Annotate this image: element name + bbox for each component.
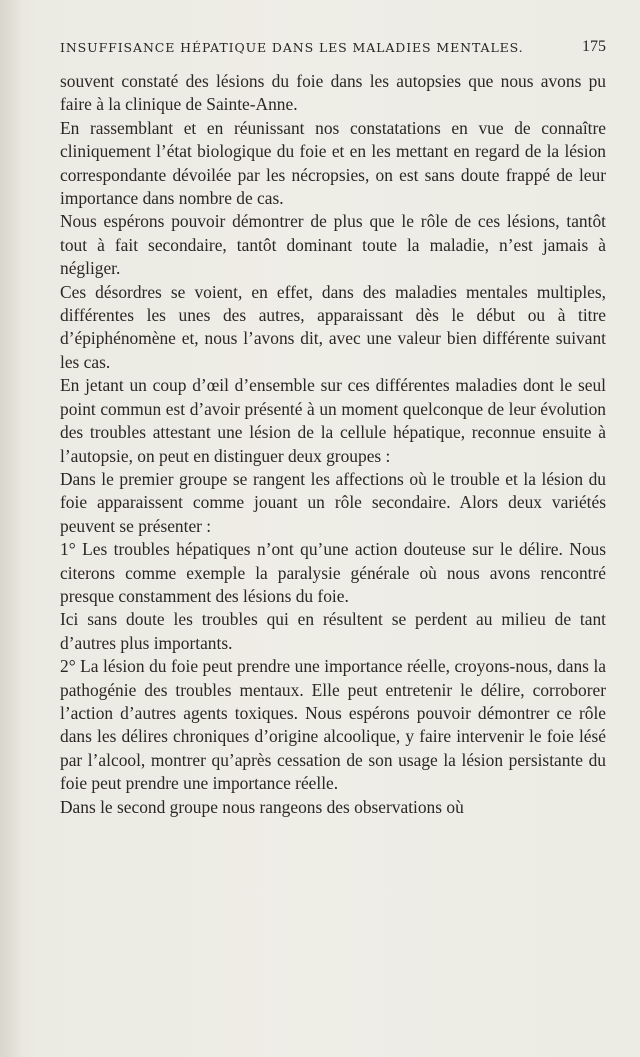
page-number: 175 <box>582 38 606 55</box>
paragraph: Dans le second groupe nous rangeons des observations où <box>60 796 464 817</box>
paragraph: Ici sans doute les troubles qui en résultent se perdent au milieu de tant d’autres plus importants. <box>60 609 606 653</box>
paragraph-continuation: souvent constaté des lésions du foie dans les autopsies que nous avons pu faire à la clinique de Sainte-Anne. <box>60 71 606 115</box>
page-header <box>60 40 606 64</box>
running-title: INSUFFISANCE HÉPATIQUE DANS LES MALADIES MENTALES. <box>60 40 524 55</box>
paragraph: Ces désordres se voient, en effet, dans des maladies mentales multiples, différentes les unes des autres, apparaissant dès le début ou à titre d’épiphénomène et, nous l’avons dit, avec une valeur bien différente suivant les cas. <box>60 281 606 372</box>
body-text <box>60 70 606 819</box>
paragraph: En rassemblant et en réunissant nos constatations en vue de connaître cliniquement l’état biologique du foie et en les mettant en regard de la lésion correspondante dévoilée par les nécropsies, on est sans doute frappé de leur importance dans nombre de cas. <box>60 117 606 209</box>
page-gutter-shadow <box>0 0 22 1057</box>
paragraph: 1° Les troubles hépatiques n’ont qu’une action douteuse sur le délire. Nous citerons comme exemple la paralysie générale où nous avons rencontré presque constamment des lésions du foie. <box>60 539 606 606</box>
paragraph: Dans le premier groupe se rangent les affections où le trouble et la lésion du foie apparaissent comme jouant un rôle secondaire. Alors deux variétés peuvent se présenter : <box>60 468 606 536</box>
paragraph: En jetant un coup d’œil d’ensemble sur ces différentes maladies dont le seul point commun est d’avoir présenté à un moment quelconque de leur évolution des troubles attestant une lésion de la cellule hépatique, reconnue ensuite à l’autopsie, on peut en distinguer deux groupes : <box>60 375 606 466</box>
paragraph: Nous espérons pouvoir démontrer de plus que le rôle de ces lésions, tantôt tout à fait secondaire, tantôt dominant toute la maladie, n’est jamais à négliger. <box>60 211 606 279</box>
paragraph: 2° La lésion du foie peut prendre une importance réelle, croyons-nous, dans la pathogénie des troubles mentaux. Elle peut entretenir le délire, corroborer l’action d’autres agents toxiques. Nous espérons pouvoir démontrer ce rôle dans les délires chroniques d’origine alcoolique, y faire intervenir le foie lésé par l’alcool, montrer qu’après cessation de son usage la lésion persistante du foie peut prendre une importance réelle. <box>60 656 606 794</box>
